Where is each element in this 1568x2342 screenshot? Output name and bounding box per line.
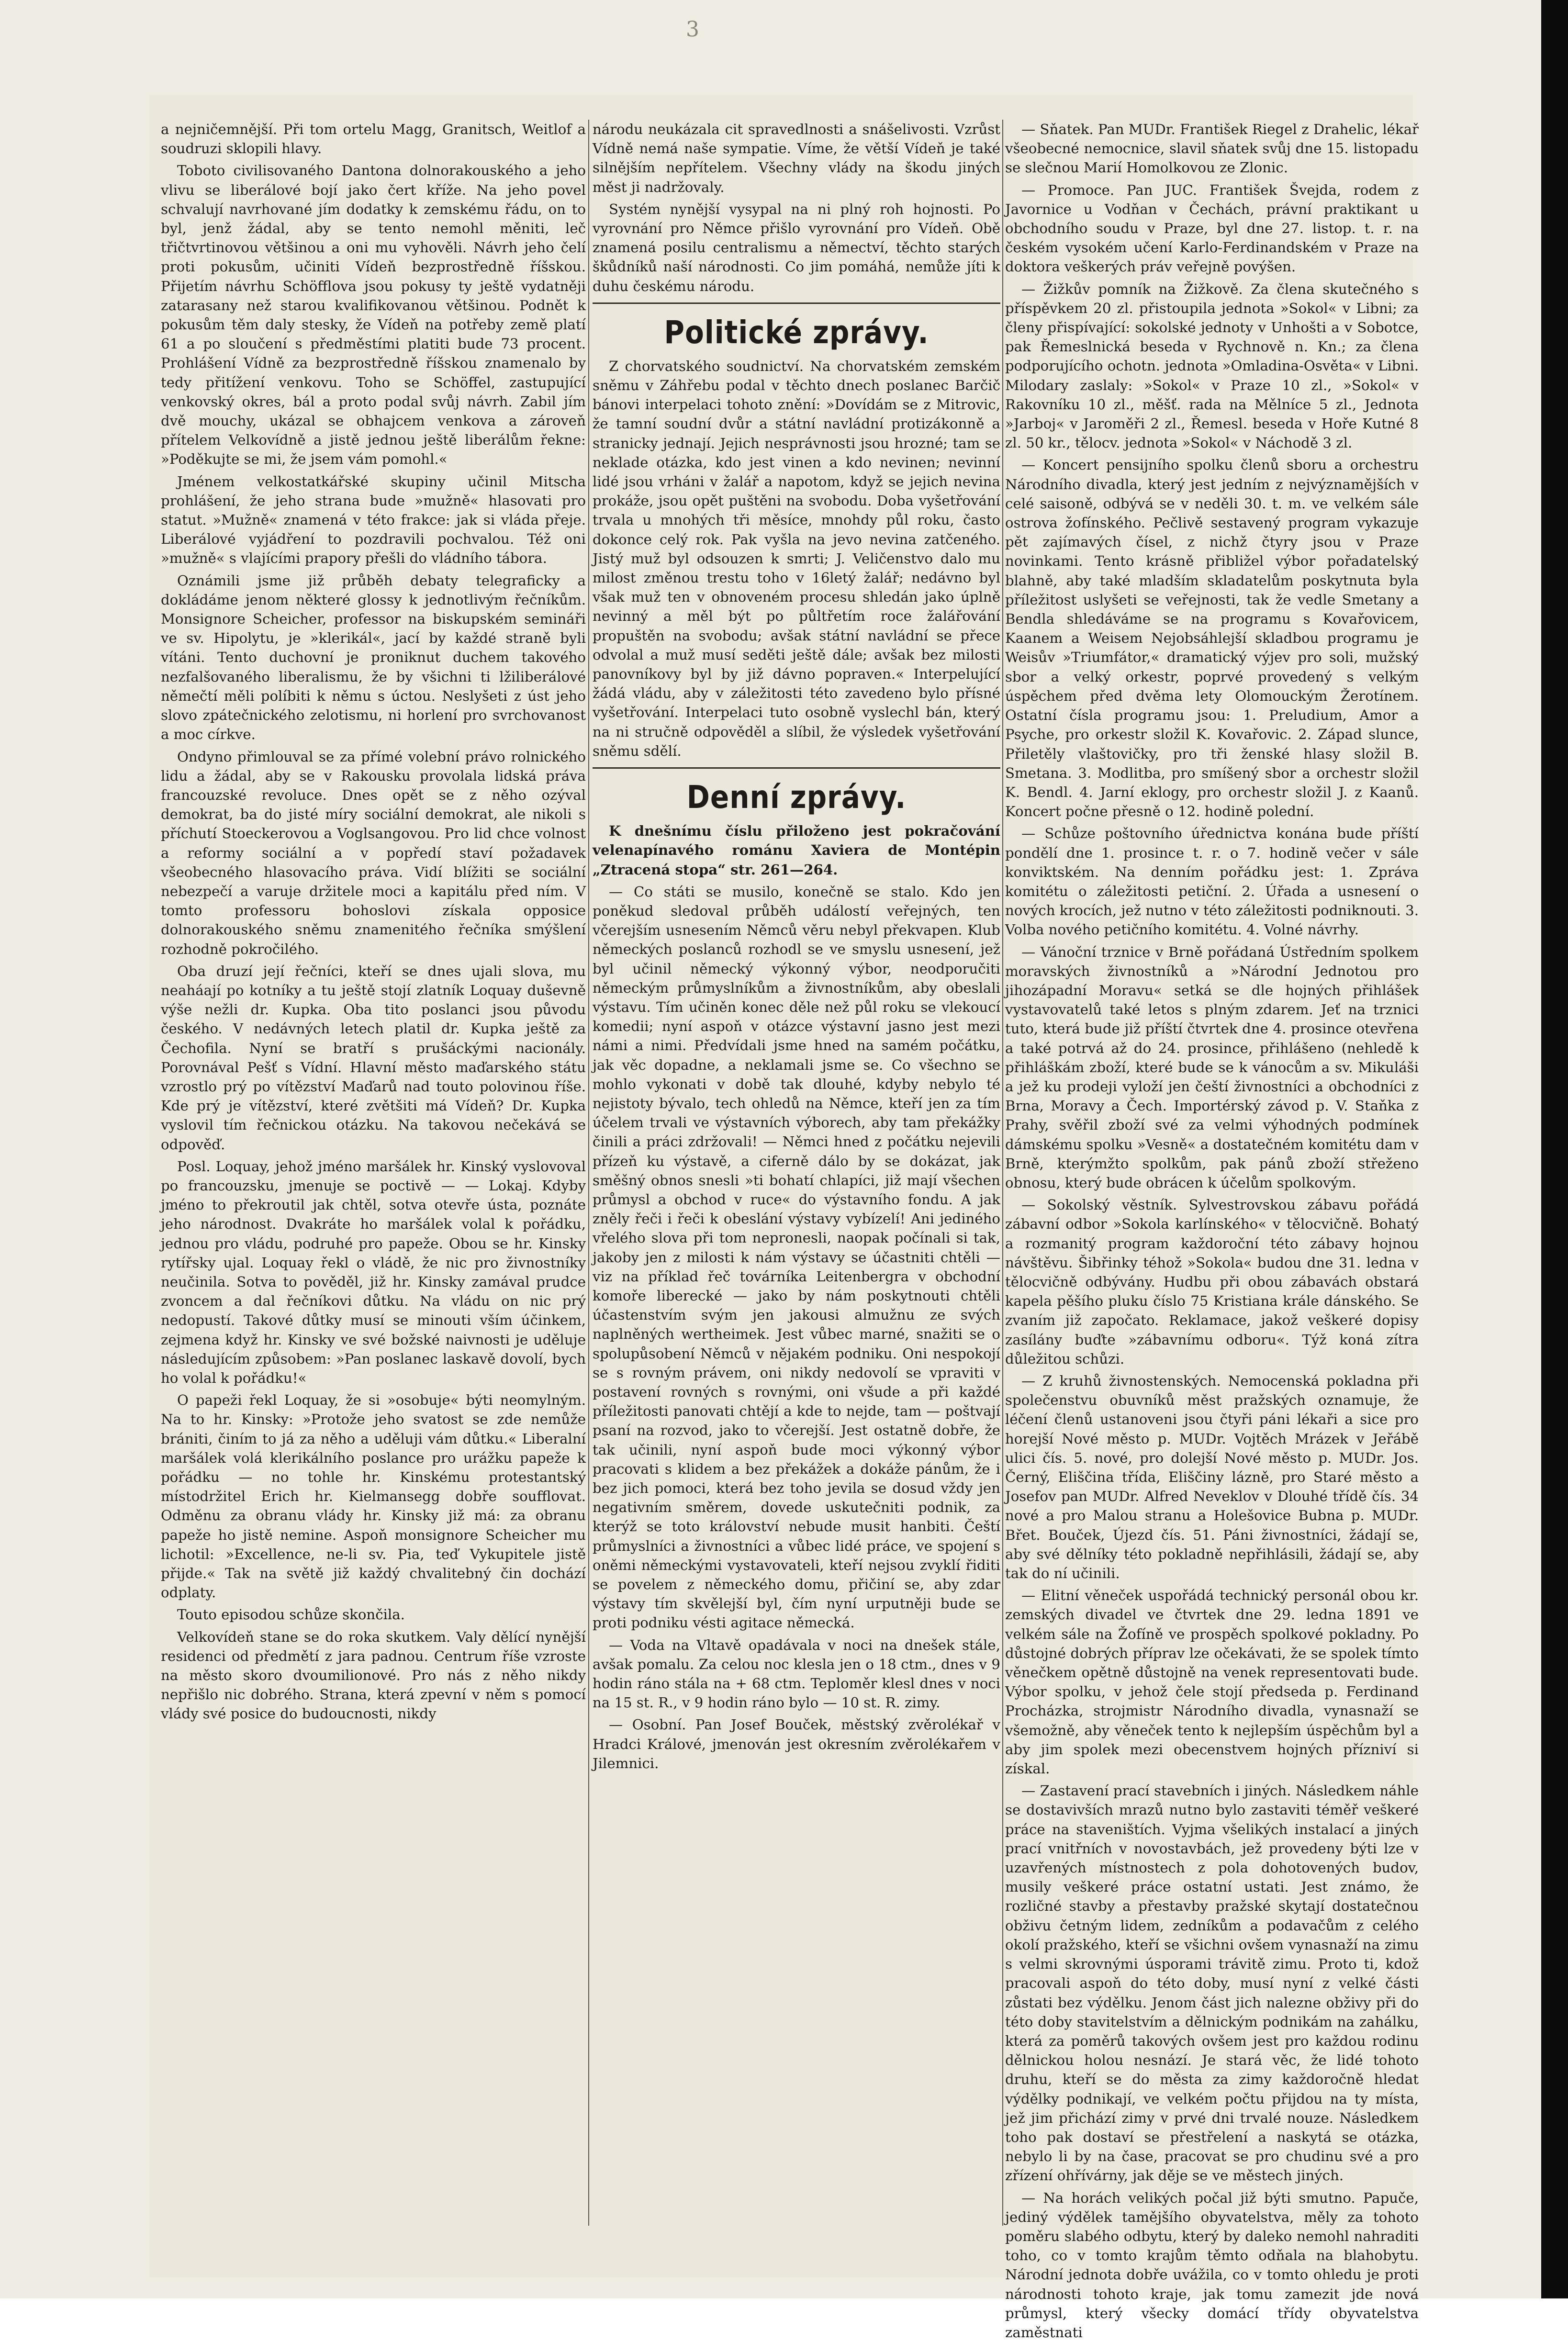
paragraph: — Voda na Vltavě opadávala v noci na dnešek stále, avšak pomalu. Za celou noc klesla jen o 18 ctm., dnes v 9 hodin ráno stála na + 68 ctm. Teploměr klesl dnes v noci na 15 st. R., v 9 hodin ráno bylo — 10 st. R. zimy. <box>593 1636 1000 1711</box>
paragraph: národu neukázala cit spravedlnosti a snášelivosti. Vzrůst Vídně nemá naše sympatie. Víme, že větší Vídeň je také silnějším nepřítelem. Všechny vlády na škodu jiných měst ji nadržovaly. <box>593 121 1000 195</box>
scan-edge <box>1541 0 1568 2298</box>
paragraph: — Co státi se musilo, konečně se stalo. Kdo jen poněkud sledoval průběh událostí veřejných, ten včerejším usnesením Němců věru nebyl překvapen. Klub německých poslanců rozhodl se ve smyslu usnesení, jež byl učinil německý výkonný výbor, neodporučiti německým průmyslníkům a živnostníkům, aby obeslali výstavu. Tím učiněn konec děle než půl roku se vlekoucí komedii; nyní aspoň v otázce výstavní jasno jest mezi námi a nimi. Předvídali jsme hned na samém počátku, jak věc dopadne, a neklamali jsme se. Co všechno se mohlo vykonati v době tak dlouhé, kdyby nebylo té nejistoty bývalo, tech ohledů na Němce, kteří jen za tím účelem trvali ve výstavních výborech, aby tam překážky činili a práci zdržovali! — Němci hned z počátku nejevili přízeň ku výstavě, a ciferně dálo by se dokázat, jak směšný obnos snesli »ti bohatí chlapíci, již mají všechen průmysl a obchod v ruce« do výstavního fondu. A jak zněly řeči i řeči k obeslání výstavy vybízelí! Ani jediného vřelého slova při tom nepronesli, naopak počínali si tak, jakoby jen z milosti k nám výstavy se účastniti chtěli — viz na příklad řeč továrníka Leitenbergra v obchodní komoře liberecké — jako by nám poskytnouti chtěli účastenstvím svým jen jakousi almužnu ze svých naplněných wertheimek. Jest vůbec marné, snažiti se o spolupůsobení Němců v nějakém podniku. Oni nespokojí se s rovným právem, oni nikdy nedovolí se vpraviti v postavení rovných s rovnými, oni všude a při každé příležitosti panovati chtějí a kde to nejde, tam — poštvají psaní na rozvod, jako to včerejší. Jest ostatně dobře, že tak učinili, nyní aspoň bude moci výkonný výbor pracovati s klidem a bez překážek a dokáže pánům, že i bez jich pomoci, která bez toho jevila se dosud vždy jen negativním směrem, dovede uskutečniti podnik, za kterýž se toto království nebude musit hanbiti. Čeští průmyslníci a živnostníci a vůbec lidé práce, ve spojení s oněmi německými vystavovateli, kteří nejsou zvyklí řiditi se povelem z německého domu, přičiní se, aby zdar výstavy tím skvělejší byl, čím nyní urputněji bude se proti podniku vésti agitace německá. <box>593 883 1000 1631</box>
paragraph: — Žižkův pomník na Žižkově. Za člena skutečného s příspěvkem 20 zl. přistoupila jednota »Sokol« v Libni; za členy přispívající: sokolské jednoty v Unhošti a v Sobotce, pak Řemeslnická beseda v Rychnově n. Kn.; za člena podporujícího ochotn. jednota »Omladina-Osvěta« v Libni. Milodary zaslaly: »Sokol« v Praze 10 zl., »Sokol« v Rakovníku 10 zl., měšť. rada na Mělníce 5 zl., Jednota »Jarboj« v Jaroměři 2 zl., Řemesl. beseda v Hoře Kutné 8 zl. 50 kr., tělocv. jednota »Sokol« v Náchodě 3 zl. <box>1005 280 1419 451</box>
paragraph: — Zastavení prací stavebních i jiných. Následkem náhle se dostavivších mrazů nutno bylo zastaviti téměř veškeré práce na staveništích. Vyjma všelikých instalací a jiných prací vnitřních v novostavbách, jež provedeny býti lze v uzavřených místnostech z pola dohotovených budov, musily veškeré práce ostatní ustati. Jest známo, že rozličné stavby a přestavby pražské skytají dostatečnou obživu četným lidem, zedníkům a podavačům z celého okolí pražského, kteří se všichni ovšem vynasnaží na zimu s velmi skrovnými úsporami trávitě zimu. Proto ti, kdož pracovali aspoň do této doby, musí nyní z velké části zůstati bez výdělku. Jenom část jich nalezne obživy při do této doby stavitelstvím a dělnickým podnikám na zahálku, která za poměrů takových ovšem jest pro každou rodinu dělnickou holou nesnází. Je stará věc, že lidé tohoto druhu, kteří se do města za zimy každoročně hledat výdělky podnikají, ve velkém počtu přijdou na ty místa, jež jim přichází zimy v prvé dni trvalé nouze. Následkem toho pak dostaví se přestřelení a naskytá se otázka, nebylo li by na čase, pracovat se pro chudinu své a pro zřízení ohřívárny, jak děje se ve městech jiných. <box>1005 1782 1419 2184</box>
paragraph: Oba druzí její řečníci, kteří se dnes ujali slova, mu neaháají po kotníky a tu ještě stojí zlatník Loquay duševně výše nežli dr. Kupka. Oba tito poslanci jsou původu českého. V nedávných letech platil dr. Kupka ještě za Čechofila. Nyní se bratří s prušáckými nacionály. Porovnával Pešť s Vídní. Hlavní město maďarského státu vzrostlo prý po vítězství Maďarů nad touto polovinou říše. Kde prý je vítězství, které zvětšiti má Vídeň? Dr. Kupka vyslovil tím řečnickou otázku. Na takovou nečekává se odpověď. <box>161 963 586 1153</box>
paragraph: K dnešnímu číslu přiloženo jest pokračování velenapínavého románu Xaviera de Montépin „Ztracená stopa“ str. 261—264. <box>593 823 1000 878</box>
paragraph: Jménem velkostatkářské skupiny učinil Mitscha prohlášení, že jeho strana bude »mužně« hlasovati pro statut. »Mužně« znamená v této frakce: jak si vláda přeje. Liberálové vyjádření to pozdravili pochvalou. Též oni »mužně« s vlajícími prapory přešli do vládního tábora. <box>161 473 586 567</box>
paragraph: — Z kruhů živnostenských. Nemocenská pokladna při společenstvu obuvníků měst pražských oznamuje, že léčení členů ustanoveni jsou čtyři páni lékaři a sice pro horejší Nové město p. MUDr. Vojtěch Mrázek v Jeřábě ulici čís. 5. nové, pro dolejší Nové město p. MUDr. Jos. Černý, Eliščina třída, Eliščiny lázně, pro Staré město a Josefov pan MUDr. Alfred Neveklov v Dlouhé třídě čís. 34 nové a pro Malou stranu a Holešovice Bubna p. MUDr. Břet. Bouček, Újezd čís. 51. Páni živnostníci, žádají se, aby své dělníky této pokladně nepřihlásili, žádají se, aby tak do ní učinili. <box>1005 1373 1419 1582</box>
paragraph: — Sňatek. Pan MUDr. František Riegel z Drahelic, lékař všeobecné nemocnice, slavil sňatek svůj dne 15. listopadu se slečnou Marií Homolkovou ze Zlonic. <box>1005 121 1419 176</box>
paragraph: Toboto civilisovaného Dantona dolnorakouského a jeho vlivu se liberálové bojí jako čert kříže. Na jeho povel schvalují navrhované jím dodatky k zemskému řádu, on to byl, jenž žádal, aby se tento nemohl měniti, leč třičtvrtinovou většinou a oni mu vyhověli. Návrh jeho čelí proti pokusům, učiniti Vídeň bezprostředně říšskou. Přijetím návrhu Schöfflova jsou pokusy ty ještě vydatněji zatarasany než starou kvalifikovanou většinou. Podnět k pokusům těm daly stesky, že Vídeň na potřeby země platí 61 a po sloučení s předměstími platiti bude 73 procent. Prohlášení Vídně za bezprostředně říšskou znamenalo by tedy přitížení venkovu. Toho se Schöffel, zastupující venkovský okres, bál a proto podal svůj návrh. Zabil jím dvě mouchy, ukázal se obhajcem venkova a zároveň přítelem Velkovídně a jistě jednou ještě liberálům řekne: »Poděkujte se mi, že jsem vám pomohl.« <box>161 162 586 468</box>
paragraph: — Promoce. Pan JUC. František Švejda, rodem z Javornice u Vodňan v Čechách, právní praktikant u obchodního soudu v Praze, byl dne 27. listop. t. r. na českém vysokém učení Karlo-Ferdinandském v Praze na doktora veškerých práv veřejně povýšen. <box>1005 181 1419 275</box>
paragraph: — Sokolský věstník. Sylvestrovskou zábavu pořádá zábavní odbor »Sokola karlínského« v tělocvičně. Bohatý a rozmanitý program každoroční této zábavy hojnou návštěvu. Šibřinky téhož »Sokola« budou dne 31. ledna v tělocvičně odbývány. Hudbu při obou zábavách obstará kapela pěšího pluku číslo 75 Kristiana krále dánského. Se zvaním již započato. Reklamace, jakož veškeré dopisy zasílány buďte »zábavnímu odboru«. Týž koná zítra důležitou schůzi. <box>1005 1197 1419 1367</box>
column-rule <box>588 120 589 2226</box>
paragraph: O papeži řekl Loquay, že si »osobuje« býti neomylným. Na to hr. Kinsky: »Protože jeho svatost se zde nemůže brániti, činím to já za něho a uděluji vám důtku.« Liberalní maršálek volá klerikálního poslance pro urážku papeže k pořádku — no tohle hr. Kinskému protestantský místodržitel Erich hr. Kielmansegg dobře soufflovat. Odměnu za obranu vlády hr. Kinsky již má: za obranu papeže ho jistě nemine. Aspoň monsignore Scheicher mu lichotil: »Excellence, ne-li sv. Pia, teď Vykupitele jistě přijde.« Tak na světě již každý chvalitebný čin dochází odplaty. <box>161 1392 586 1601</box>
paragraph: Systém nynější vysypal na ni plný roh hojnosti. Po vyrovnání pro Němce přišlo vyrovnání pro Vídeň. Obě znamená posilu centralismu a němectví, těchto starých škůdníků naší národnosti. Co jim pomáhá, nemůže jíti k duhu českému národu. <box>593 201 1000 294</box>
section-heading-political-news: Politické zprávy. <box>664 314 929 351</box>
paragraph: Oznámili jsme již průběh debaty telegraficky a dokládáme jenom některé glossy k jednotlivým řečníkům. Monsignore Scheicher, professor na biskupském semináři ve sv. Hipolytu, je »klerikál«, jací by každé straně byli vítáni. Tento duchovní je proniknut duchem takového nezfalšovaného liberalismu, že by všichni ti lžiliberálové němečtí měli políbiti k němu s úctou. Neslyšeti z úst jeho slovo zpátečnického zelotismu, ni horlení pro svrchovanost a moc církve. <box>161 572 586 743</box>
paragraph: Z chorvatského soudnictví. Na chorvatském zemském sněmu v Záhřebu podal v těchto dnech poslanec Barčič bánovi interpelaci tohoto znění: »Dovídám se z Mitrovic, že tamní soudní dvůr a státní navládní protizákonně a stranicky jednají. Jejich nesprávnosti jsou hrozné; tam se neklade otázka, kdo jest vinen a kdo nevinen; nevinní lidé jsou vrháni v žalář a napotom, když se jejich nevina prokáže, jsou opět puštěni na svobodu. Doba vyšetřování trvala u mnohých tři měsíce, mnohdy půl roku, často dokonce celý rok. Pak vyšla na jevo nevina zatčeného. Jistý muž byl odsouzen k smrti; J. Veličenstvo dalo mu milost změnou trestu toho v 16letý žalář; nedávno byl však muž ten v obnoveném procesu shledán jako úplně nevinný a měl být po půltřetím roce žalářování propuštěn na svobodu; avšak státní navládní se přece odvolal a muž musí seděti ještě dále; avšak bez milosti panovníkovy byl by již dávno popraven.« Interpelující žádá vládu, aby v záležitosti této zavedeno bylo přísné vyšetřování. Interpelaci tuto osobně vyslechl bán, který na ni stručně odpověděl a slíbil, že výsledek vyšetřování sněmu sdělí. <box>593 358 1000 759</box>
paragraph: — Osobní. Pan Josef Bouček, městský zvěrolékař v Hradci Králové, jmenován jest okresním zvěrolékařem v Jilemnici. <box>593 1716 1000 1771</box>
section-divider <box>593 767 1000 769</box>
paragraph: — Schůze poštovního úřednictva konána bude příští pondělí dne 1. prosince t. r. o 7. hodině večer v sále konviktském. Na denním pořádku jest: 1. Zpráva komitétu o záležitosti petiční. 2. Úřada a usnesení o nových krocích, jež nutno v této záležitosti podniknouti. 3. Volba nového petičního komitétu. 4. Volné návrhy. <box>1005 825 1419 938</box>
paragraph: — Koncert pensijního spolku členů sboru a orchestru Národního divadla, který jest jedním z nejvýznamějších v celé saisoně, odbývá se v neděli 30. t. m. ve velkém sále ostrova žofínského. Pečlivě sestavený program vykazuje pět zajímavých čísel, z nichž čtyry jsou v Praze novinkami. Tento krásně přibližel výbor pořadatelský blahně, aby také mladším skladatelům poskytnuta byla příležitost uslyšeti se veřejnosti, tak že vedle Smetany a Bendla shledáváme se na programu s Kovařovicem, Kaanem a Weisem Nejobsáhlejší skladbou programu je Weisův »Triumfátor,« dramatický výjev pro soli, mužský sbor a velký orkestr, poprvé provedený s velkým úspěchem před dvěma lety Olomouckým Žerotínem. Ostatní čísla programu jsou: 1. Preludium, Amor a Psyche, pro orkestr složil K. Kovařovic. 2. Západ slunce, Přiletěly vlaštovičky, pro tři ženské hlasy složil B. Smetana. 3. Modlitba, pro smíšený sbor a orchestr složil K. Bendl. 4. Jarní eklogy, pro orchestr složil J. z Kaanů. Koncert počne přesně o 12. hodině polední. <box>1005 457 1419 820</box>
paragraph: Ondyno přimlouval se za přímé volební právo rolnického lidu a žádal, aby se v Rakousku provolala lidská práva francouzské revoluce. Dnes opět se z něho ozýval demokrat, ba do jisté míry sociální demokrat, ale nikoli s příchutí Stoeckerovou a Voglsangovou. Pro lid chce volnost a reformy sociální a v popředí staví požadavek všeobecného hlasovacího práva. Vidí blížiti se sociální nebezpečí a varuje držitele moci a kapitálu před ním. V tomto professoru bohoslovi získala opposice dolnorakouského sněmu znamenitého řečníka smýšlení rozhodně pokročilého. <box>161 748 586 957</box>
section-divider <box>593 303 1000 304</box>
paragraph: Posl. Loquay, jehož jméno maršálek hr. Kinský vyslovoval po francouzsku, jmenuje se poctivě — — Lokaj. Kdyby jméno to překroutil jak chtěl, sotva otevře ústa, poznáte jeho národnost. Dvakráte ho maršálek volal k pořádku, jednou pro vládu, podruhé pro papeže. Obou se hr. Kinsky rytířsky ujal. Loquay řekl o vládě, že nic pro živnostníky neučinila. Sotva to pověděl, již hr. Kinsky zamával prudce zvoncem a dal řečníkovi důtku. Na vládu on nic prý nedopustí. Takové důtky musí se minouti vším účinkem, zejmena když hr. Kinsky ve své božské naivnosti je uděluje následujícím způsobem: »Pan poslanec laskavě dovolí, bych ho volal k pořádku!« <box>161 1158 586 1386</box>
paragraph: a nejničemnější. Při tom ortelu Magg, Granitsch, Weitlof a soudruzi sklopili hlavy. <box>161 121 586 157</box>
paragraph: — Elitní věneček uspořádá technický personál obou kr. zemských divadel ve čtvrtek dne 29. ledna 1891 ve velkém sále na Žofíně ve prospěch spolkové pokladny. Po důstojné dobrých příprav lze očekávati, že se spolek tímto věnečkem opětně důstojně na venek representovati bude. Výbor spolku, v jehož čele stojí předseda p. Ferdinand Procházka, strojmistr Národního divadla, vynasnaží se všemožně, aby věneček tento k nejlepším úspěchům byl a aby jim spolek mezi obecenstvem hojných přízniví si získal. <box>1005 1587 1419 1777</box>
column-rule <box>1002 120 1003 2226</box>
column-right <box>1005 120 1419 2341</box>
paragraph: — Na horách velikých počal již býti smutno. Papuče, jediný výdělek tamějšího obyvatelstva, měly za tohoto poměru slabého odbytu, který by daleko nemohl nahraditi toho, co v tomto krajům těmto odňala na blahobytu. Národní jednota dobře uvážila, co v tomto ohledu je proti národnosti tohoto kraje, jak tomu zamezit jde nová průmysl, který všecky domácí třídy obyvatelstva zaměstnati <box>1005 2189 1419 2341</box>
paragraph: Touto episodou schůze skončila. <box>177 1606 405 1623</box>
column-middle <box>593 120 1000 2254</box>
section-heading-daily-news: Denní zprávy. <box>686 778 907 816</box>
paragraph: Velkovídeň stane se do roka skutkem. Valy dělící nynější residenci od předmětí z jara padnou. Centrum říše vzroste na město skoro dvoumilionové. Pro nás z něho nikdy nepřišlo nic dobrého. Strana, která zpevní v něm s pomocí vlády své posice do budoucnosti, nikdy <box>161 1628 586 1722</box>
paragraph: — Vánoční trznice v Brně pořádaná Ústředním spolkem moravských živnostníků a »Národní Jednotou pro jihozápadní Moravu« setká se dle hojných přihlášek vystavovatelů také letos s plným zdarem. Jeť na trznici tuto, která bude již příští čtvrtek dne 4. prosince otevřena a také potrvá až do 24. prosince, přihlášeno (nehledě k přihláškám zboží, které bude se k vánocům a sv. Mikuláši a jež ku prodeji vyloží jen čeští živnostníci a obchodníci z Brna, Moravy a Čech. Importérský závod p. V. Staňka z Prahy, svěřil zboží své za velmi výhodných podmínek dámskému spolku »Vesně« a dostatečném komitétu dam v Brně, kterýmžto spolkům, pak pánů zboží střeženo obnosu, který bude obrácen k účelům spolkovým. <box>1005 943 1419 1191</box>
page-number: 3 <box>686 17 702 42</box>
column-left <box>161 120 586 2254</box>
